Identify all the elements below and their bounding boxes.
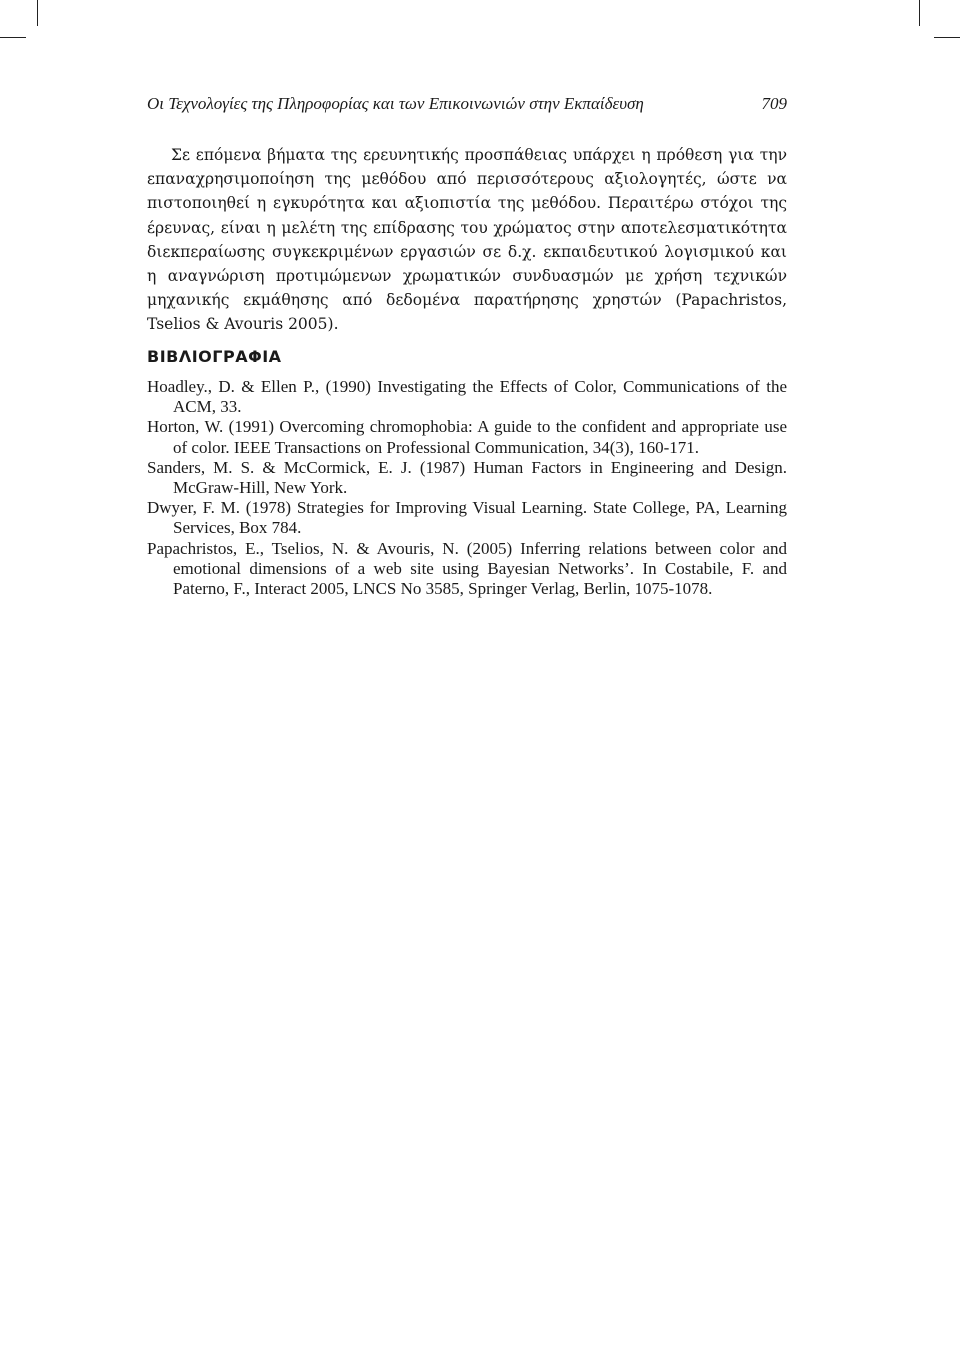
reference-entry: Horton, W. (1991) Overcoming chromophobia: A guide to the confident and appropriate use of color. IEEE Transactions on Professional Communication, 34(3), 160-171. <box>147 417 787 457</box>
reference-list <box>147 377 787 599</box>
reference-entry: Hoadley., D. & Ellen P., (1990) Investigating the Effects of Color, Communications of the ACM, 33. <box>147 377 787 417</box>
crop-mark-left-vertical <box>37 0 38 26</box>
bibliography-heading: ΒΙΒΛΙΟΓΡΑΦΙΑ <box>147 347 282 366</box>
running-header-title: Οι Τεχνολογίες της Πληροφορίας και των Επικοινωνιών στην Εκπαίδευση <box>147 94 644 113</box>
reference-entry: Sanders, M. S. & McCormick, E. J. (1987) Human Factors in Engineering and Design. McGraw-Hill, New York. <box>147 457 787 498</box>
crop-mark-right-horizontal <box>934 37 960 38</box>
running-header <box>147 94 787 118</box>
reference-entry: Dwyer, F. M. (1978) Strategies for Improving Visual Learning. State College, PA, Learning Services, Box 784. <box>147 498 787 538</box>
body-paragraph: Σε επόμενα βήματα της ερευνητικής προσπάθειας υπάρχει η πρόθεση για την επαναχρησιμοποίηση της μεθόδου από περισσότερους αξιολογητές, ώστε να πιστοποιηθεί η εγκυρότητα και αξιοπιστία της μεθόδου. Περαιτέρω στόχοι της έρευνας, είναι η μελέτη της επίδρασης του χρώματος στην αποτελεσματικότητα διεκπεραίωσης συγκεκριμένων εργασιών σε δ.χ. εκπαιδευτικού λογισμικού και η αναγνώριση προτιμώμενων χρωματικών συνδυασμών με χρήση τεχνικών μηχανικής εκμάθησης από δεδομένα παρατήρησης χρηστών (Papachristos, Tselios & Avouris 2005). <box>147 146 787 334</box>
crop-mark-left-horizontal <box>0 37 26 38</box>
crop-mark-right-vertical <box>919 0 920 26</box>
page-number: 709 <box>761 94 787 113</box>
reference-entry: Papachristos, E., Tselios, N. & Avouris, N. (2005) Inferring relations between color and emotional dimensions of a web site using Bayesian Networks’. In Costabile, F. and Paterno, F., Interact 2005, LNCS No 3585, Springer Verlag, Berlin, 1075-1078. <box>147 538 787 599</box>
